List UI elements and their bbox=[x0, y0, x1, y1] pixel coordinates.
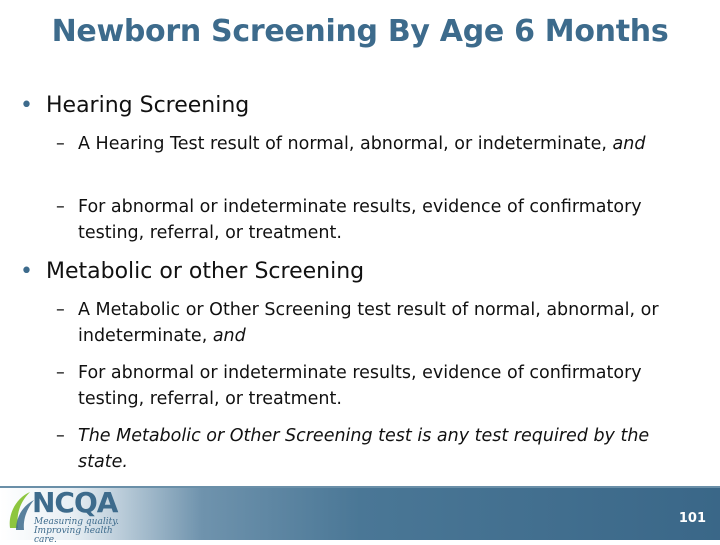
sub-item-text: A Metabolic or Other Screening test result of normal, abnormal, or indeterminate, bbox=[78, 300, 659, 346]
footer-bar bbox=[0, 486, 720, 545]
sub-item-hearing-1 bbox=[56, 131, 696, 157]
logo-tagline-1: Measuring quality. bbox=[34, 517, 119, 527]
sub-item-hearing-2 bbox=[56, 194, 696, 246]
sub-item-italic: The Metabolic or Other Screening test is any test required by the state. bbox=[78, 426, 650, 472]
ncqa-logo bbox=[6, 486, 126, 545]
sub-item-metabolic-3 bbox=[56, 423, 696, 475]
bullet-heading: Hearing Screening bbox=[46, 93, 250, 118]
sub-item-metabolic-2 bbox=[56, 360, 696, 412]
bullet-icon: • bbox=[20, 259, 33, 284]
sub-item-text: For abnormal or indeterminate results, evidence of confirmatory testing, referral, or treatment. bbox=[78, 197, 642, 243]
bullet-hearing-screening bbox=[20, 92, 700, 119]
bullet-metabolic-screening bbox=[20, 258, 700, 285]
dash-icon: – bbox=[56, 134, 65, 154]
logo-tagline-2: Improving health care. bbox=[34, 526, 113, 545]
page-number: 101 bbox=[678, 511, 706, 526]
sub-item-italic: and bbox=[212, 326, 246, 346]
bullet-heading: Metabolic or other Screening bbox=[46, 259, 365, 284]
dash-icon: – bbox=[56, 300, 65, 320]
slide-title: Newborn Screening By Age 6 Months bbox=[51, 14, 669, 49]
logo-wordmark: NCQA bbox=[32, 486, 118, 519]
sub-item-text: For abnormal or indeterminate results, evidence of confirmatory testing, referral, or treatment. bbox=[78, 363, 642, 409]
dash-icon: – bbox=[56, 197, 65, 217]
sub-item-italic: and bbox=[612, 134, 646, 154]
bullet-icon: • bbox=[20, 93, 33, 118]
dash-icon: – bbox=[56, 426, 65, 446]
dash-icon: – bbox=[56, 363, 65, 383]
sub-item-metabolic-1 bbox=[56, 297, 696, 349]
sub-item-text: A Hearing Test result of normal, abnormal, or indeterminate, bbox=[78, 134, 613, 154]
